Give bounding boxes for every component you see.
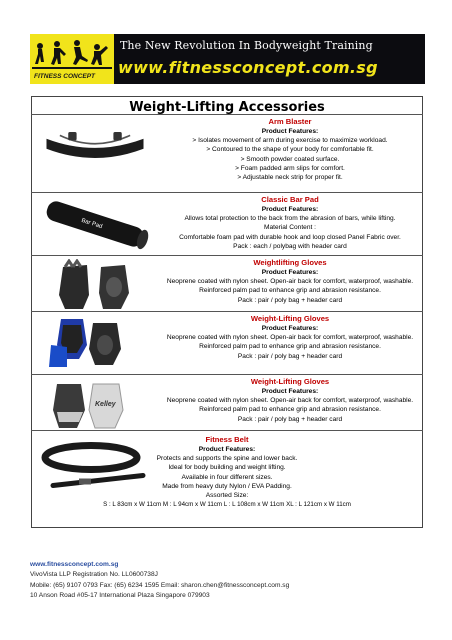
- product-feature-line: > Adjustable neck strip for proper fit.: [237, 174, 343, 182]
- product-info: [159, 117, 421, 182]
- product-name: Weightlifting Gloves: [253, 258, 327, 267]
- product-features-label: Product Features:: [261, 388, 319, 395]
- product-features-label: Product Features:: [261, 206, 319, 213]
- product-feature-line: Pack : pair / poly bag + header card: [237, 415, 343, 423]
- glove-brand-label: Kelley: [95, 401, 116, 408]
- product-feature-line: S : L 83cm x W 11cm M : L 94cm x W 11cm L : L 108cm x W 11cm XL : L 121cm x W 11cm: [103, 501, 351, 509]
- product-name: Weight-Lifting Gloves: [250, 314, 330, 323]
- banner-website: www.fitnessconcept.com.sg: [118, 58, 378, 77]
- product-features-label: Product Features:: [261, 269, 319, 276]
- product-feature-line: Assorted Size:: [205, 492, 249, 500]
- product-name: Classic Bar Pad: [261, 195, 319, 204]
- product-feature-line: Pack : each / polybag with header card: [233, 242, 347, 250]
- gloves-black-image: [33, 259, 157, 314]
- product-feature-line: Protects and supports the spine and lower back.: [156, 455, 298, 463]
- product-row-weightlifting-gloves: [31, 255, 423, 311]
- arm-blaster-image: [33, 127, 157, 173]
- product-feature-line: Neoprene coated with nylon sheet. Open-air back for comfort, waterproof, washable.: [166, 397, 414, 405]
- page-title: Weight-Lifting Accessories: [129, 100, 325, 115]
- logo-text: FITNESS CONCEPT: [34, 73, 96, 80]
- product-info: [159, 314, 421, 361]
- header-banner: [30, 34, 425, 84]
- product-features-label: Product Features:: [198, 446, 256, 453]
- product-row-fitness-belt: [31, 430, 423, 528]
- product-row-arm-blaster: [31, 114, 423, 192]
- bar-pad-label: Bar Pad: [80, 217, 103, 231]
- banner-tagline: The New Revolution In Bodyweight Training: [120, 39, 373, 52]
- product-name: Arm Blaster: [268, 117, 312, 126]
- footer-website-link[interactable]: www.fitnessconcept.com.sg: [30, 561, 119, 568]
- product-feature-line: Pack : pair / poly bag + header card: [237, 296, 343, 304]
- product-features-label: Product Features:: [261, 128, 319, 135]
- product-feature-line: Pack : pair / poly bag + header card: [237, 352, 343, 360]
- product-feature-line: > Isolates movement of arm during exercise to maximize workload.: [192, 137, 388, 145]
- product-feature-line: > Contoured to the shape of your body for comfortable fit.: [206, 146, 374, 154]
- product-feature-line: Made from heavy duty Nylon / EVA Padding.: [162, 482, 292, 490]
- product-feature-line: Allows total protection to the back from the abrasion of bars, while lifting.: [184, 215, 396, 223]
- product-feature-line: > Smooth powder coated surface.: [240, 155, 340, 163]
- product-row-weight-lifting-gloves-blue: [31, 311, 423, 374]
- product-info: [33, 435, 421, 509]
- product-feature-line: Reinforced palm pad to enhance grip and abrasion resistance.: [199, 343, 381, 351]
- product-features-label: Product Features:: [261, 325, 319, 332]
- product-feature-line: Reinforced palm pad to enhance grip and abrasion resistance.: [199, 406, 381, 414]
- gloves-grey-image: [33, 378, 157, 433]
- product-feature-line: Available in four different sizes.: [181, 473, 273, 481]
- product-info: [159, 195, 421, 251]
- product-info: [159, 258, 421, 305]
- product-name: Weight-Lifting Gloves: [250, 377, 330, 386]
- product-info: [159, 377, 421, 424]
- product-name: Fitness Belt: [205, 435, 249, 444]
- product-feature-line: > Foam padded arm slips for comfort.: [235, 164, 345, 172]
- fitness-concept-logo: [30, 34, 114, 84]
- footer-registration: VivoVista LLP Registration No. LL0600738J: [30, 571, 158, 579]
- footer-contact: Mobile: (65) 9107 0793 Fax: (65) 6234 1595 Email: sharon.chen@fitnessconcept.com.sg: [30, 581, 290, 589]
- product-feature-line: Comfortable foam pad with durable hook and loop closed Panel Fabric over.: [179, 233, 401, 241]
- product-row-weight-lifting-gloves-grey: [31, 374, 423, 430]
- product-row-classic-bar-pad: [31, 192, 423, 255]
- product-feature-line: Material Content :: [263, 224, 317, 232]
- product-feature-line: Neoprene coated with nylon sheet. Open-air back for comfort, waterproof, washable.: [166, 334, 414, 342]
- product-feature-line: Reinforced palm pad to enhance grip and abrasion resistance.: [199, 287, 381, 295]
- bar-pad-image: [33, 196, 157, 251]
- footer-address: 10 Anson Road #05-17 International Plaza Singapore 079903: [30, 592, 210, 600]
- footer: [30, 560, 289, 602]
- product-feature-line: Ideal for body building and weight lifting.: [168, 464, 286, 472]
- product-feature-line: Neoprene coated with nylon sheet. Open-air back for comfort, waterproof, washable.: [166, 278, 414, 286]
- gloves-blue-image: [33, 315, 157, 370]
